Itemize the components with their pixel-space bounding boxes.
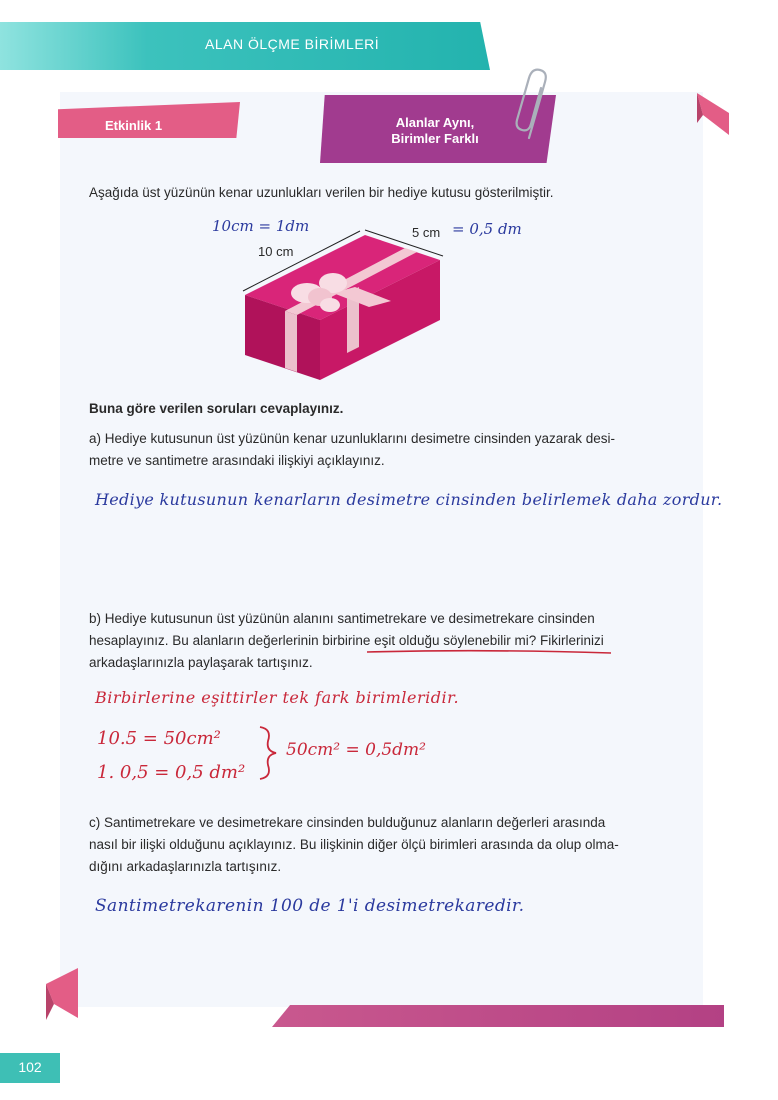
activity-subtitle xyxy=(360,115,510,147)
question-b-answer2: 10.5 = 50cm² xyxy=(97,728,221,749)
page-header-title: ALAN ÖLÇME BİRİMLERİ xyxy=(205,36,380,52)
question-c-line3: dığını arkadaşlarınızla tartışınız. xyxy=(89,859,282,874)
question-b-answer1: Birbirlerine eşittirler tek fark birimleridir. xyxy=(95,688,460,707)
question-c-line1: c) Santimetrekare ve desimetrekare cinsinden bulduğunuz alanların değerleri arasında xyxy=(89,815,606,830)
question-b-line1: b) Hediye kutusunun üst yüzünün alanını santimetrekare ve desimetrekare cinsinden xyxy=(89,611,595,626)
figure-label-long: 10 cm xyxy=(258,244,294,259)
question-c-line2: nasıl bir ilişki olduğunu açıklayınız. Bu ilişkinin diğer ölçü birimleri arasında da olup olma- xyxy=(89,837,619,852)
brace-icon xyxy=(256,725,280,781)
question-b-answer4: 50cm² = 0,5dm² xyxy=(286,740,426,760)
question-b-line2: hesaplayınız. Bu alanların değerlerinin birbirine eşit olduğu söylenebilir mi? Fikirlerinizi xyxy=(89,633,604,648)
activity-subtitle-line1: Alanlar Aynı, xyxy=(395,115,475,130)
question-a-line2: metre ve santimetre arasındaki ilişkiyi açıklayınız. xyxy=(89,453,385,468)
page-number: 102 xyxy=(18,1059,42,1075)
question-b-line3: arkadaşlarınızla paylaşarak tartışınız. xyxy=(89,655,313,670)
corner-fold-top-right xyxy=(697,93,729,135)
footer-bar xyxy=(272,1005,724,1027)
question-b-underline xyxy=(365,648,613,656)
figure-hand-note-long: 10cm = 1dm xyxy=(212,217,310,235)
figure-hand-note-short: = 0,5 dm xyxy=(452,220,522,238)
question-a-line1: a) Hediye kutusunun üst yüzünün kenar uzunluklarını desimetre cinsinden yazarak desi- xyxy=(89,431,616,446)
paperclip-icon xyxy=(515,68,555,148)
corner-fold-bottom-left xyxy=(46,968,78,1020)
activity-tab-label: Etkinlik 1 xyxy=(105,118,163,133)
instruction-text: Buna göre verilen soruları cevaplayınız. xyxy=(89,401,344,416)
question-c-answer: Santimetrekarenin 100 de 1'i desimetrekaredir. xyxy=(95,896,525,916)
intro-text: Aşağıda üst yüzünün kenar uzunlukları verilen bir hediye kutusu gösterilmiştir. xyxy=(89,185,554,200)
question-b-answer3: 1. 0,5 = 0,5 dm² xyxy=(97,762,246,783)
activity-subtitle-line2: Birimler Farklı xyxy=(391,131,479,146)
figure-label-short: 5 cm xyxy=(412,225,441,240)
question-a-answer: Hediye kutusunun kenarların desimetre cinsinden belirlemek daha zordur. xyxy=(95,490,723,509)
